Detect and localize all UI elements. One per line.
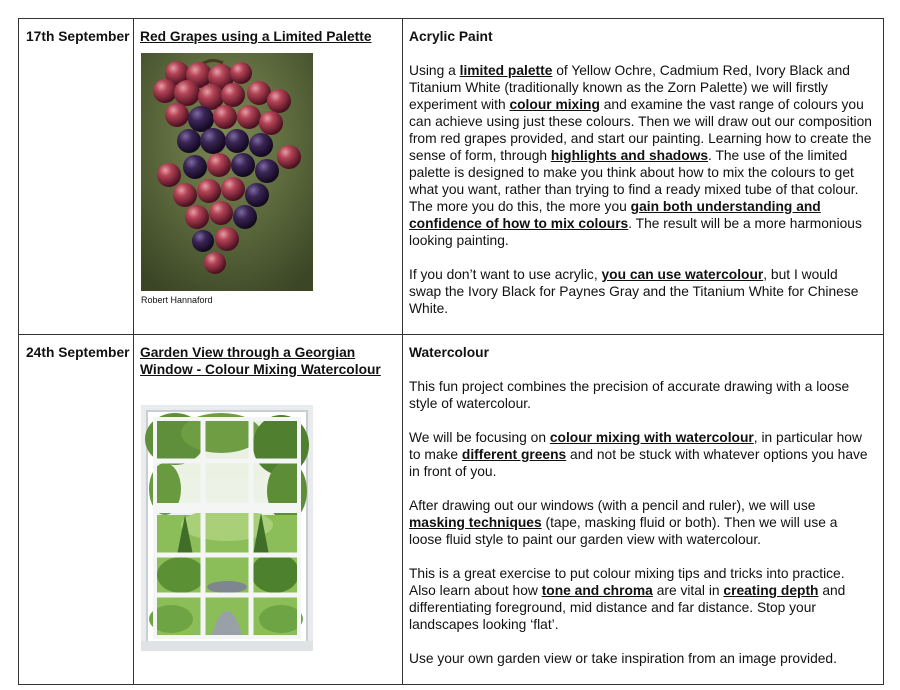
date-cell — [19, 335, 134, 685]
class-title: Red Grapes using a Limited Palette — [140, 29, 372, 44]
description-paragraph: This is a great exercise to put colour mixing tips and tricks into practice. Also learn about how tone and chroma are vital in creating depth and differentiating foreground, mid distance and far distance. Stop your landscapes looking ‘flat’. — [409, 566, 846, 632]
georgian-window-painting — [141, 405, 313, 651]
description-paragraph: Using a limited palette of Yellow Ochre, Cadmium Red, Ivory Black and Titanium White (traditionally known as the Zorn Palette) we will firstly experiment with colour mixing and examine the vast range of colours you can achieve using just these colours. Then we will draw out our composition from red grapes provided, and start our painting. Learning how to create the sense of form, through highlights and shadows. The use of the limited palette is designed to make you think about how to mix the colours to get what you want, rather than trying to find a ready mixed tube of that colour. The more you do this, the more you gain both understanding and confidence of how to mix colours. The result will be a more harmonious looking painting. — [409, 63, 872, 248]
title-cell — [134, 19, 403, 335]
class-date: 17th September — [26, 29, 130, 44]
class-schedule-table — [18, 18, 884, 685]
date-cell — [19, 19, 134, 335]
description-paragraph: If you don’t want to use acrylic, you can use watercolour, but I would swap the Ivory Black for Paynes Gray and the Titanium White for Chinese White. — [409, 267, 859, 316]
table-row — [19, 335, 884, 685]
red-grapes-painting — [141, 53, 313, 291]
description-paragraph: This fun project combines the precision of accurate drawing with a loose style of watercolour. — [409, 379, 850, 411]
medium-heading: Acrylic Paint — [409, 29, 493, 44]
title-cell — [134, 335, 403, 685]
image-credit: Robert Hannaford — [141, 295, 213, 305]
description-paragraph: After drawing out our windows (with a pencil and ruler), we will use masking techniques (tape, masking fluid or both). Then we will use a loose fluid style to paint our garden view with watercolour. — [409, 498, 838, 547]
medium-heading: Watercolour — [409, 345, 489, 360]
class-description — [403, 335, 883, 667]
description-paragraph: Use your own garden view or take inspiration from an image provided. — [409, 651, 837, 666]
description-paragraph: We will be focusing on colour mixing with watercolour, in particular how to make different greens and not be stuck with whatever options you have in front of you. — [409, 430, 868, 479]
class-title: Garden View through a Georgian Window - Colour Mixing Watercolour — [140, 345, 381, 377]
description-cell — [403, 19, 884, 335]
description-cell — [403, 335, 884, 685]
table-row — [19, 19, 884, 335]
class-date: 24th September — [26, 345, 130, 360]
class-description — [403, 19, 883, 317]
